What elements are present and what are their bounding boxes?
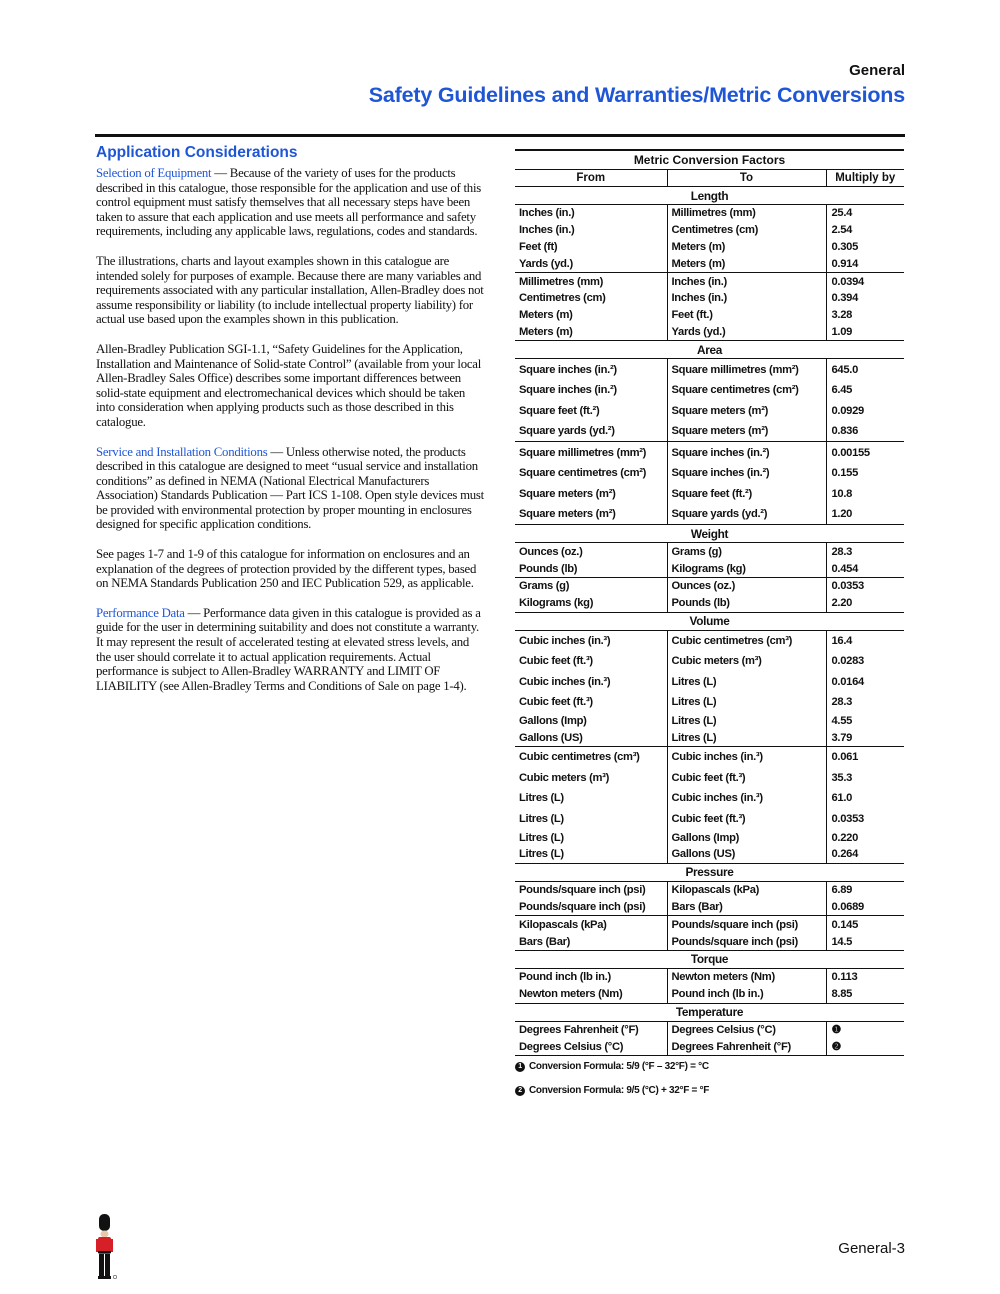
paragraph-text: See pages 1-7 and 1-9 of this catalogue for information on enclosures and an explanation of the degrees of protection provided by the different types, based on NEMA Standards Publication 250 and IEC Publication 529, as applicable. (96, 547, 477, 591)
from-cell: Meters (m) (515, 324, 667, 341)
to-cell: Gallons (US) (667, 846, 826, 863)
paragraph-selection-of-equipment (96, 166, 486, 239)
factor-cell: 0.0394 (831, 275, 864, 288)
to-cell: Inches (in.) (667, 290, 826, 307)
column-header-to: To (667, 170, 826, 187)
header-divider (95, 134, 905, 137)
category-header-length: Length (515, 187, 904, 205)
to-cell: Inches (in.) (667, 273, 826, 290)
metric-conversion-panel (515, 149, 904, 1109)
table-row (515, 442, 904, 463)
table-row (515, 881, 904, 898)
to-cell: Litres (L) (667, 672, 826, 693)
factor-cell: 1.09 (826, 324, 904, 341)
category-header-weight: Weight (515, 525, 904, 543)
table-row (515, 916, 904, 933)
factor-cell: ❶ (831, 1024, 842, 1037)
table-row (515, 222, 904, 239)
factor-cell: 0.0353 (831, 580, 864, 593)
from-cell: Meters (m) (519, 309, 573, 322)
table-row (515, 933, 904, 950)
to-cell: Millimetres (mm) (667, 205, 826, 222)
from-cell: Millimetres (mm) (519, 275, 604, 288)
table-row (515, 630, 904, 651)
page-title: Safety Guidelines and Warranties/Metric Conversions (368, 83, 905, 107)
table-row (515, 729, 904, 746)
from-cell: Square yards (yd.²) (515, 421, 667, 442)
table-row (515, 577, 904, 594)
from-cell: Square inches (in.²) (519, 363, 617, 376)
factor-cell: 6.89 (831, 884, 853, 897)
from-cell: Cubic feet (ft.³) (519, 696, 593, 709)
from-cell: Cubic feet (ft.³) (519, 655, 593, 668)
paragraph-text: — Because of the variety of uses for the products described in this catalogue, those responsible for the application and use of this control equipment must satisfy themselves that all necessary steps have been taken to assure that each application and use meets all performance and safety requirements, including any applicable laws, regulations, codes and standards. (96, 166, 481, 239)
to-cell: Square inches (in.²) (667, 442, 826, 463)
from-cell: Square inches (in.²) (519, 384, 617, 397)
factor-cell: 3.28 (831, 309, 853, 322)
to-cell: Meters (m) (667, 239, 826, 256)
to-cell: Cubic centimetres (cm³) (667, 630, 826, 651)
table-row (515, 290, 904, 307)
paragraph-text: The illustrations, charts and layout examples shown in this catalogue are intended solely for purposes of example. Because there are many variables and requirements associated with any particular installation, Allen-Bradley does not assume responsibility or liability (to include intellectual property liability) for actual use based upon the examples shown in this publication. (96, 253, 484, 327)
to-cell: Cubic inches (in.³) (667, 747, 826, 768)
from-cell: Pounds (lb) (515, 560, 667, 577)
table-row (515, 651, 904, 672)
footnote-text: Conversion Formula: 5/9 (°F – 32°F) = °C (529, 1061, 709, 1073)
factor-cell: 2.54 (831, 224, 853, 237)
paragraph-text: — Performance data given in this catalogue is provided as a guide for the user in determining suitability and does not constitute a warranty. It may represent the result of accelerated testing at elevated stress levels, and the user should correlate it to actual application requirements. Actual performance is subject to Allen-Bradley WARRANTY and LIMIT OF LIABILITY (see Allen-Bradley Terms and Conditions of Sale on page 1-4). (96, 605, 481, 693)
factor-cell: 0.0353 (831, 812, 864, 825)
factor-cell: 0.061 (831, 751, 858, 764)
table-row (515, 809, 904, 830)
to-cell: Square meters (m²) (667, 421, 826, 442)
to-cell: Grams (g) (667, 543, 826, 560)
from-cell: Kilopascals (kPa) (519, 918, 607, 931)
metric-conversion-table (515, 149, 904, 1056)
paragraph-enclosures (96, 547, 486, 591)
factor-cell: 0.454 (826, 560, 904, 577)
to-cell: Litres (L) (667, 729, 826, 746)
to-cell: Cubic inches (in.³) (667, 788, 826, 809)
section-heading: Application Considerations (96, 144, 298, 161)
factor-cell: 0.155 (831, 467, 858, 480)
paragraph-lead: Service and Installation Conditions (96, 444, 268, 459)
to-cell: Centimetres (cm) (667, 222, 826, 239)
table-row (515, 768, 904, 789)
to-cell: Square feet (ft.²) (667, 483, 826, 504)
from-cell: Grams (g) (519, 580, 570, 593)
from-cell: Square meters (m²) (515, 504, 667, 525)
factor-cell: 0.394 (831, 292, 858, 305)
factor-cell: 0.836 (826, 421, 904, 442)
from-cell: Square millimetres (mm²) (519, 446, 647, 459)
to-cell: Gallons (Imp) (667, 829, 826, 846)
to-cell: Cubic meters (m³) (667, 651, 826, 672)
to-cell: Square inches (in.²) (667, 463, 826, 484)
table-body (515, 187, 904, 1056)
table-row (515, 968, 904, 985)
factor-cell: 16.4 (831, 634, 853, 647)
from-cell: Newton meters (Nm) (515, 986, 667, 1003)
footnote-2 (515, 1085, 904, 1097)
footnote-text: Conversion Formula: 9/5 (°C) + 32°F = °F (529, 1085, 710, 1097)
table-row (515, 899, 904, 916)
paragraph-lead: Selection of Equipment (96, 166, 212, 180)
page-number: General-3 (838, 1240, 905, 1257)
table-title: Metric Conversion Factors (515, 150, 904, 170)
to-cell: Cubic feet (ft.³) (667, 809, 826, 830)
category-header-torque: Torque (515, 950, 904, 968)
to-cell: Cubic feet (ft.³) (667, 768, 826, 789)
to-cell: Pounds (lb) (667, 595, 826, 612)
factor-cell: 0.00155 (831, 446, 870, 459)
factor-cell: 0.0689 (826, 899, 904, 916)
to-cell: Degrees Fahrenheit (°F) (667, 1038, 826, 1055)
factor-cell: 6.45 (831, 384, 853, 397)
to-cell: Square yards (yd.²) (667, 504, 826, 525)
category-header-temperature: Temperature (515, 1003, 904, 1021)
to-cell: Pound inch (lb in.) (667, 986, 826, 1003)
from-cell: Gallons (Imp) (519, 714, 587, 727)
factor-cell: 3.79 (826, 729, 904, 746)
table-row (515, 359, 904, 380)
to-cell: Square meters (m²) (667, 400, 826, 421)
to-cell: Feet (ft.) (667, 307, 826, 324)
footnotes (515, 1061, 904, 1097)
footnote-1 (515, 1061, 904, 1073)
table-row (515, 747, 904, 768)
from-cell: Cubic inches (in.³) (519, 675, 611, 688)
footnote-marker: 1 (515, 1062, 525, 1072)
to-cell: Square centimetres (cm²) (667, 380, 826, 401)
table-row (515, 380, 904, 401)
factor-cell: 61.0 (831, 792, 853, 805)
factor-cell: 28.3 (831, 696, 853, 709)
to-cell: Pounds/square inch (psi) (667, 933, 826, 950)
to-cell: Degrees Celsius (°C) (667, 1021, 826, 1038)
from-cell: Square meters (m²) (519, 487, 616, 500)
factor-cell: ❷ (826, 1038, 904, 1055)
from-cell: Inches (in.) (519, 207, 575, 220)
from-cell: Litres (L) (515, 846, 667, 863)
from-cell: Feet (ft) (519, 240, 558, 253)
paragraph-publication-sgi (96, 342, 486, 430)
paragraph-text: Allen-Bradley Publication SGI-1.1, “Safety Guidelines for the Application, Installation and Maintenance of Solid-state Control” (available from your local Allen-Bradley Sales Office) describes some important differences between solid-state equipment and electromechanical devices which should be taken into consideration when applying products such as those described in this catalogue. (96, 341, 482, 429)
factor-cell: 25.4 (831, 207, 853, 220)
to-cell: Meters (m) (667, 255, 826, 272)
from-cell: Litres (L) (519, 831, 564, 844)
paragraph-lead: Performance Data (96, 605, 185, 620)
table-row (515, 846, 904, 863)
table-row (515, 560, 904, 577)
factor-cell: 0.220 (831, 831, 858, 844)
table-row (515, 713, 904, 730)
from-cell: Cubic inches (in.³) (519, 634, 611, 647)
table-row (515, 1021, 904, 1038)
from-cell: Inches (in.) (519, 224, 575, 237)
to-cell: Pounds/square inch (psi) (667, 916, 826, 933)
table-row (515, 255, 904, 272)
factor-cell: 1.20 (826, 504, 904, 525)
factor-cell: 0.305 (831, 240, 858, 253)
table-row (515, 692, 904, 713)
from-cell: Litres (L) (519, 812, 564, 825)
column-header-multiply-by: Multiply by (826, 170, 904, 187)
table-row (515, 543, 904, 560)
from-cell: Pounds/square inch (psi) (519, 884, 646, 897)
factor-cell: 0.914 (826, 255, 904, 272)
paragraph-illustrations (96, 254, 486, 327)
footnote-marker: 2 (515, 1086, 525, 1096)
factor-cell: 0.264 (826, 846, 904, 863)
from-cell: Square centimetres (cm²) (519, 467, 647, 480)
table-row (515, 421, 904, 442)
table-row (515, 986, 904, 1003)
from-cell: Degrees Celsius (°C) (515, 1038, 667, 1055)
section-label: General (849, 62, 905, 79)
paragraph-performance-data (96, 606, 486, 694)
to-cell: Yards (yd.) (667, 324, 826, 341)
factor-cell: 0.0929 (831, 404, 864, 417)
from-cell: Litres (L) (519, 792, 564, 805)
to-cell: Litres (L) (667, 713, 826, 730)
factor-cell: 0.0283 (831, 655, 864, 668)
from-cell: Square feet (ft.²) (519, 404, 600, 417)
guardsman-logo (93, 1214, 119, 1280)
paragraph-text: — Unless otherwise noted, the products described in this catalogue are designed to meet “usual service and installation conditions” as defined in NEMA (National Electrical Manufacturers Association) Standards Publication — Part ICS 1-108. Open style devices must be provided with environmental protection by proper mounting in enclosures designed for specific application conditions. (96, 444, 484, 532)
to-cell: Ounces (oz.) (667, 577, 826, 594)
to-cell: Square millimetres (mm²) (667, 359, 826, 380)
column-header-from: From (515, 170, 667, 187)
from-cell: Pound inch (lb in.) (519, 971, 611, 984)
table-row (515, 307, 904, 324)
table-row (515, 672, 904, 693)
table-row (515, 205, 904, 222)
to-cell: Newton meters (Nm) (667, 968, 826, 985)
from-cell: Cubic meters (m³) (519, 771, 610, 784)
to-cell: Litres (L) (667, 692, 826, 713)
from-cell: Bars (Bar) (515, 933, 667, 950)
factor-cell: 35.3 (831, 771, 853, 784)
category-header-pressure: Pressure (515, 863, 904, 881)
factor-cell: 0.145 (831, 918, 858, 931)
paragraph-service-installation (96, 445, 486, 533)
to-cell: Bars (Bar) (667, 899, 826, 916)
from-cell: Degrees Fahrenheit (°F) (519, 1023, 639, 1036)
factor-cell: 645.0 (831, 363, 858, 376)
factor-cell: 0.113 (831, 971, 858, 984)
category-header-volume: Volume (515, 612, 904, 630)
table-row (515, 1038, 904, 1055)
table-row (515, 463, 904, 484)
table-row (515, 324, 904, 341)
table-row (515, 788, 904, 809)
from-cell: Gallons (US) (515, 729, 667, 746)
table-row (515, 239, 904, 256)
application-considerations-column (96, 143, 486, 708)
from-cell: Kilograms (kg) (515, 595, 667, 612)
to-cell: Kilograms (kg) (667, 560, 826, 577)
from-cell: Pounds/square inch (psi) (515, 899, 667, 916)
from-cell: Centimetres (cm) (519, 292, 606, 305)
factor-cell: 4.55 (831, 714, 853, 727)
table-row (515, 400, 904, 421)
from-cell: Ounces (oz.) (519, 545, 583, 558)
table-row (515, 595, 904, 612)
page-header (95, 62, 905, 110)
factor-cell: 10.8 (831, 487, 853, 500)
factor-cell: 0.0164 (831, 675, 864, 688)
category-header-area: Area (515, 341, 904, 359)
factor-cell: 14.5 (826, 933, 904, 950)
table-row (515, 483, 904, 504)
from-cell: Cubic centimetres (cm³) (519, 751, 640, 764)
table-row (515, 504, 904, 525)
table-row (515, 273, 904, 290)
to-cell: Kilopascals (kPa) (667, 881, 826, 898)
factor-cell: 2.20 (826, 595, 904, 612)
factor-cell: 28.3 (831, 545, 853, 558)
factor-cell: 8.85 (826, 986, 904, 1003)
from-cell: Yards (yd.) (515, 255, 667, 272)
table-row (515, 829, 904, 846)
